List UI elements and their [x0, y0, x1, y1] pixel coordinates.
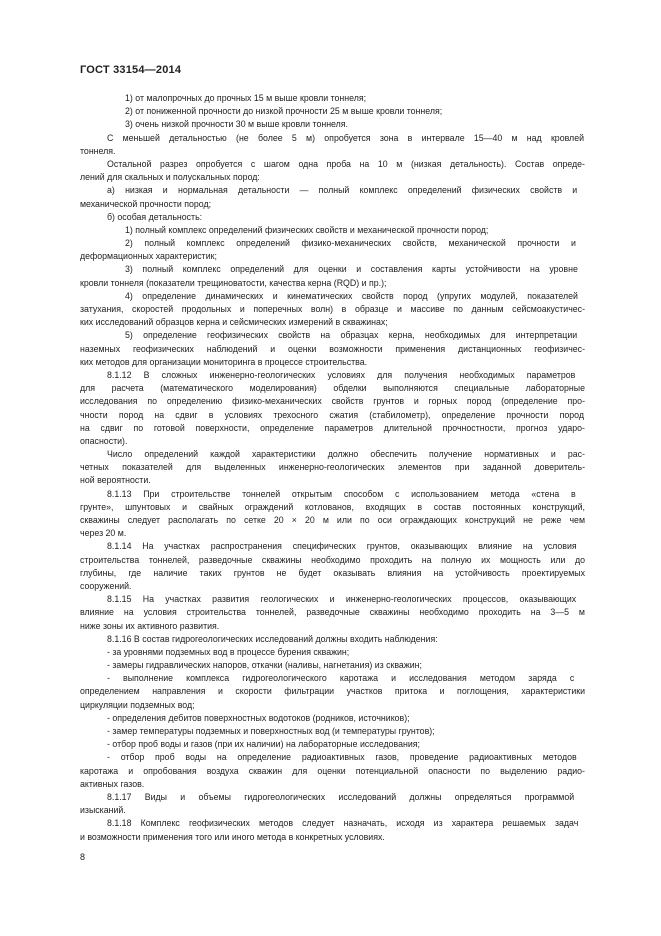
text-line: чности пород на сдвиг в условиях трехосного сжатия (стабилометр), определение прочности пород	[80, 409, 585, 420]
text-line: Число определений каждой характеристики должно обеспечить получение нормативных и рас-	[107, 449, 585, 460]
text-line: 2) полный комплекс определений физико-механических свойств, механической прочности и	[125, 238, 576, 249]
text-line: С меньшей детальностью (не более 5 м) опробуется зона в интервале 15—40 м над кровлей	[107, 132, 584, 143]
text-line: сооружений.	[80, 580, 132, 591]
text-line: ких методов для организации мониторинга в процессе строительства.	[80, 356, 368, 367]
text-line: 8.1.16 В состав гидрогеологических исследований должны входить наблюдения:	[107, 633, 438, 644]
text-line: - выполнение комплекса гидрогеологического каротажа и исследования методом заряда с	[107, 673, 575, 684]
text-line: 8.1.13 При строительстве тоннелей открытым способом с использованием метода «стена в	[107, 488, 576, 499]
text-line: - замеры гидравлических напоров, откачки (наливы, нагнетания) из скважин;	[107, 660, 422, 671]
text-line: б) особая детальность:	[107, 211, 203, 222]
text-line: 3) полный комплекс определений для оценки и составления карты устойчивости на уровне	[125, 264, 578, 275]
text-line: Остальной разрез опробуется с шагом одна проба на 10 м (низкая детальность). Состав опреде-	[107, 158, 585, 169]
text-line: грунте», шпунтовых и свайных ограждений котлованов, входящих в состав постоянных конструкций,	[80, 501, 585, 512]
text-line: затухания, скоростей продольных и поперечных волн) в образце и массиве по данным сейсмоакустичес-	[80, 304, 585, 314]
text-line: ной вероятности.	[80, 475, 151, 486]
text-line: - замер температуры подземных и поверхностных вод (и температуры грунтов);	[107, 726, 435, 736]
text-line: определением направления и скорости фильтрации участков притока и поглощения, характеристики	[80, 686, 585, 697]
text-line: строительства тоннелей, разведочные скважины необходимо проходить на полную их мощность или до	[80, 554, 585, 565]
text-line: для расчета (математического моделирования) обделки выполняются специальные лабораторные	[80, 383, 585, 394]
text-line: 1) от малопрочных до прочных 15 м выше кровли тоннеля;	[125, 93, 367, 103]
text-line: 1) полный комплекс определений физических свойств и механической прочности пород;	[125, 224, 489, 235]
document-body	[80, 92, 585, 844]
text-line: активных газов.	[80, 778, 145, 789]
page-number: 8	[80, 852, 86, 862]
text-line: каротажа и опробования воздуха скважин для оценки потенциальной опасности по выделению радио-	[80, 765, 585, 776]
text-line: наземных геофизических наблюдений и оценки возможности применения дистанционных геофизичес-	[80, 343, 585, 354]
text-line: 8.1.15 На участках развития геологических и инженерно-геологических процессов, оказывающих	[107, 594, 577, 605]
text-line: механической прочности пород;	[80, 198, 212, 209]
text-line: изысканий.	[80, 805, 126, 816]
text-line: на сдвиг по готовой поверхности, определение параметров длительной прочностности, прогноз ударо-	[80, 422, 585, 433]
text-line: тоннеля.	[80, 145, 116, 156]
text-line: 4) определение динамических и кинематических свойств пород (упругих модулей, показателей	[125, 290, 578, 301]
text-line: глубины, где наличие таких грунтов не будет оказывать влияния на устойчивость проектируемых	[80, 567, 585, 578]
text-line: ких исследований образцов керна и сейсмических измерений в скважинах;	[80, 317, 388, 328]
text-line: опасности).	[80, 435, 128, 446]
text-line: лений для скальных и полускальных пород:	[80, 172, 260, 183]
text-line: а) низкая и нормальная детальности — полный комплекс определений физических свойств и	[107, 185, 578, 196]
text-line: деформационных характеристик;	[80, 251, 217, 262]
text-line: четных показателей для выделенных инженерно-геологических элементов при заданной доверитель-	[80, 462, 585, 473]
text-line: 8.1.14 На участках распространения специфических грунтов, оказывающих влияние на условия	[107, 541, 577, 552]
text-line: 2) от пониженной прочности до низкой прочности 25 м выше кровли тоннеля;	[125, 106, 443, 117]
text-line: ниже зоны их активного развития.	[80, 620, 220, 631]
text-line: влияние на условия строительства тоннелей, разведочные скважины необходимо проходить на 3—5 м	[80, 607, 585, 618]
text-line: исследования по определению физико-механических свойств грунтов и горных пород (определение про-	[80, 396, 585, 407]
document-header: ГОСТ 33154—2014	[80, 64, 182, 76]
text-line: 5) определение геофизических свойств на образцах керна, необходимых для интерпретации	[125, 330, 578, 341]
text-line: через 20 м.	[80, 528, 127, 539]
text-line: 3) очень низкой прочности 30 м выше кровли тоннеля.	[125, 119, 348, 130]
text-line: 8.1.17 Виды и объемы гидрогеологических исследований должны определяться программой	[107, 791, 575, 802]
text-line: - за уровнями подземных вод в процессе бурения скважин;	[107, 646, 350, 657]
text-line: и возможности применения того или иного метода в конкретных условиях.	[80, 831, 385, 842]
text-line: циркуляции подземных вод;	[80, 699, 195, 710]
text-line: - отбор проб воды и газов (при их наличии) на лабораторные исследования;	[107, 739, 420, 750]
text-line: 8.1.18 Комплекс геофизических методов следует назначать, исходя из характера решаемых задач	[107, 818, 579, 829]
text-line: кровли тоннеля (показатели трещиноватости, качества керна (RQD) и пр.);	[80, 277, 387, 288]
text-line: - определения дебитов поверхностных водотоков (родников, источников);	[107, 712, 410, 723]
text-line: скважины следует располагать по сетке 20 × 20 м или по оси ограждающих конструкций не реже чем	[80, 515, 585, 525]
text-line: 8.1.12 В сложных инженерно-геологических условиях для получения необходимых параметров	[107, 369, 576, 380]
text-line: - отбор проб воды на определение радиоактивных газов, проведение радиоактивных методов	[107, 752, 577, 763]
